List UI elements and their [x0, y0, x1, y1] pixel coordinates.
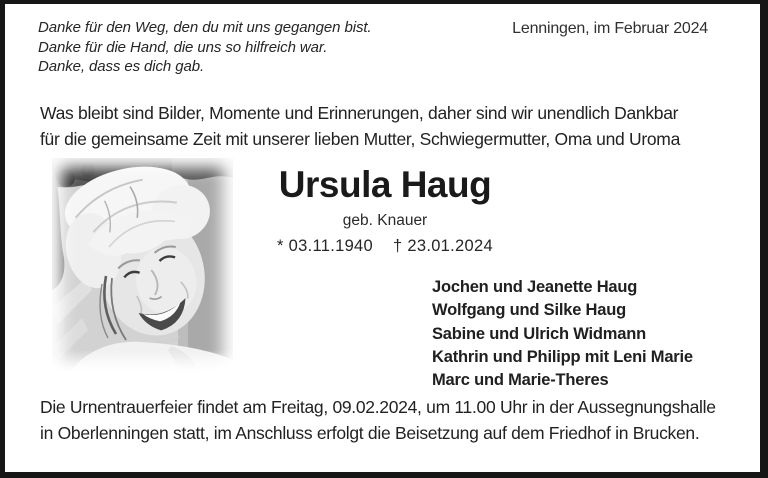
family-member-line: Sabine und Ulrich Widmann	[432, 324, 646, 343]
funeral-info	[40, 394, 740, 446]
intro-line: für die gemeinsame Zeit mit unserer lieben Mutter, Schwiegermutter, Oma und Uroma	[40, 128, 681, 149]
birth-date: * 03.11.1940	[277, 236, 373, 255]
maiden-name: geb. Knauer	[342, 211, 428, 229]
life-dates	[249, 237, 521, 256]
portrait-photo	[52, 158, 233, 376]
family-member-line: Kathrin und Philipp mit Leni Marie	[432, 347, 693, 366]
intro-text	[40, 101, 740, 152]
family-member-line: Marc und Marie-Theres	[432, 371, 609, 390]
place-date: Lenningen, im Februar 2024	[512, 20, 708, 37]
death-date: † 23.01.2024	[393, 236, 493, 255]
family-member-line: Wolfgang und Silke Haug	[432, 301, 627, 320]
epigraph-line: Danke, dass es dich gab.	[38, 58, 205, 75]
epigraph-line: Danke für die Hand, die uns so hilfreich war.	[38, 38, 328, 56]
intro-line: Was bleibt sind Bilder, Momente und Erinnerungen, daher sind wir unendlich Dankbar	[40, 103, 679, 123]
epigraph-line: Danke für den Weg, den du mit uns gegangen bist.	[38, 19, 372, 36]
family-list	[432, 276, 693, 392]
funeral-line: Die Urnentrauerfeier findet am Freitag, 09.02.2024, um 11.00 Uhr in der Aussegnungshalle	[40, 397, 716, 417]
name-block	[249, 164, 521, 256]
deceased-name: Ursula Haug	[278, 164, 492, 205]
portrait-illustration	[52, 158, 233, 376]
epigraph	[38, 18, 371, 77]
family-member-line: Jochen und Jeanette Haug	[432, 278, 638, 296]
funeral-line: in Oberlenningen statt, im Anschluss erfolgt die Beisetzung auf dem Friedhof in Brucken.	[40, 423, 700, 443]
